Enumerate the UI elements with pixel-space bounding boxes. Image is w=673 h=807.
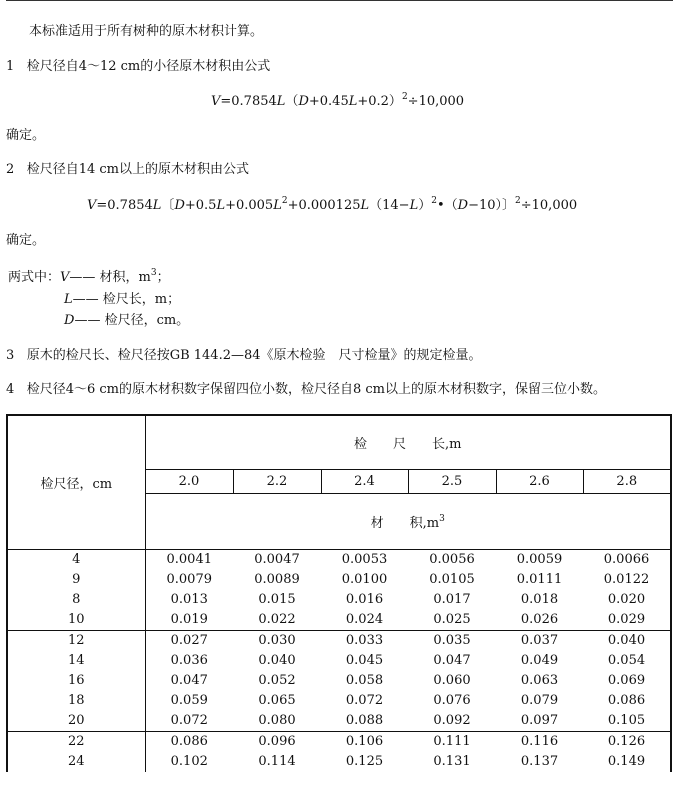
volume-cell: 0.037 — [496, 630, 583, 651]
diameter-cell: 12 — [7, 630, 145, 651]
diameter-cell: 14 — [7, 651, 145, 671]
volume-cell: 0.0056 — [429, 551, 475, 567]
clause-2 — [6, 162, 249, 178]
clause-2-text: 检尺径自14 cm以上的原木材积由公式 — [26, 162, 249, 177]
diameter-cell: 16 — [7, 671, 145, 691]
volume-cell: 0.015 — [258, 591, 296, 607]
volume-cell: 0.016 — [345, 591, 384, 607]
length-value: 2.6 — [496, 469, 583, 493]
volume-cell: 0.105 — [583, 711, 671, 732]
volume-cell: 0.017 — [433, 591, 471, 607]
volume-cell: 0.131 — [433, 753, 471, 769]
clause-1-text: 检尺径自4～12 cm的小径原木材积由公式 — [26, 59, 271, 74]
volume-cell: 0.030 — [233, 630, 321, 651]
volume-cell: 0.036 — [145, 651, 233, 671]
volume-cell: 0.024 — [345, 611, 384, 627]
length-value: 2.2 — [233, 469, 321, 493]
diameter-cell: 8 — [7, 590, 145, 610]
volume-cell: 0.060 — [433, 672, 471, 688]
volume-cell: 0.0041 — [145, 549, 233, 570]
definition-v: 两式中：V—— 材积，$m^3$； — [8, 268, 170, 285]
clause-1 — [6, 59, 270, 75]
diameter-cell: 10 — [7, 610, 145, 631]
volume-cell: 0.097 — [520, 712, 559, 728]
formula-large-diameter: V=0.7854L〔$D+0.5L+0.005L^2+0.000125L(14-L)^2•(D-10)$〕$^2$÷10,000 — [87, 196, 578, 213]
volume-cell: 0.0100 — [341, 571, 388, 587]
volume-cell: 0.052 — [258, 672, 296, 688]
volume-cell: 0.0079 — [145, 570, 233, 590]
length-value: 2.0 — [145, 469, 233, 493]
volume-cell: 0.069 — [583, 671, 671, 691]
volume-cell: 0.027 — [145, 630, 233, 651]
table-row — [7, 590, 671, 610]
volume-cell: 0.047 — [145, 671, 233, 691]
volume-cell: 0.040 — [258, 652, 296, 668]
definitions-lead: 两式中： — [8, 270, 61, 285]
length-value: 2.4 — [321, 469, 408, 493]
table-row — [7, 711, 671, 732]
volume-cell: 0.149 — [583, 752, 671, 772]
diameter-cell: 4 — [7, 549, 145, 570]
table-row — [7, 691, 671, 711]
volume-cell: 0.025 — [433, 611, 471, 627]
table-row — [7, 731, 671, 752]
volume-cell: 0.0122 — [583, 570, 671, 590]
volume-cell: 0.0059 — [516, 551, 563, 567]
volume-cell: 0.088 — [345, 712, 384, 728]
volume-cell: 0.035 — [408, 630, 496, 651]
clause-2-number: 2 — [6, 162, 15, 177]
length-header: 检 尺 长,m — [145, 415, 671, 469]
clause-3-text: 原木的检尺长、检尺径按GB 144.2—84《原木检验 尺寸检量》的规定检量。 — [26, 348, 482, 363]
diameter-header: 检尺径，cm — [7, 415, 145, 549]
clause-3 — [6, 348, 482, 364]
table-row — [7, 549, 671, 570]
volume-cell: 0.029 — [583, 610, 671, 631]
volume-cell: 0.0089 — [254, 571, 300, 587]
volume-cell: 0.058 — [345, 672, 384, 688]
diameter-cell: 18 — [7, 691, 145, 711]
volume-cell: 0.040 — [583, 630, 671, 651]
volume-cell: 0.054 — [583, 651, 671, 671]
clause-1-number: 1 — [6, 59, 15, 74]
volume-cell: 0.079 — [520, 692, 559, 708]
table-row — [7, 752, 671, 772]
volume-cell: 0.033 — [321, 630, 408, 651]
volume-cell: 0.116 — [496, 731, 583, 752]
diameter-cell: 20 — [7, 711, 145, 732]
volume-cell: 0.080 — [258, 712, 296, 728]
table-row — [7, 570, 671, 590]
determine-2: 确定。 — [6, 233, 46, 248]
volume-cell: 0.047 — [433, 652, 471, 668]
volume-cell: 0.022 — [258, 611, 296, 627]
volume-cell: 0.102 — [145, 752, 233, 772]
volume-cell: 0.063 — [520, 672, 559, 688]
volume-cell: 0.072 — [145, 711, 233, 732]
volume-cell: 0.086 — [145, 731, 233, 752]
volume-cell: 0.125 — [345, 753, 384, 769]
clause-4-text: 检尺径4～6 cm的原木材积数字保留四位小数，检尺径自8 cm以上的原木材积数字，保留三位小数。 — [26, 382, 606, 397]
intro-text: 本标准适用于所有树种的原木材积计算。 — [29, 24, 264, 39]
table-row — [7, 671, 671, 691]
volume-cell: 0.096 — [233, 731, 321, 752]
volume-cell: 0.019 — [145, 610, 233, 631]
length-value: 2.8 — [583, 469, 671, 493]
clause-3-number: 3 — [6, 348, 15, 363]
volume-cell: 0.072 — [345, 692, 384, 708]
volume-cell: 0.0047 — [254, 551, 300, 567]
determine-1: 确定。 — [6, 128, 46, 143]
volume-cell: 0.106 — [321, 731, 408, 752]
volume-cell: 0.126 — [583, 731, 671, 752]
clause-4-number: 4 — [6, 382, 15, 397]
diameter-cell: 24 — [7, 752, 145, 772]
table-row — [7, 630, 671, 651]
volume-cell: 0.026 — [520, 611, 559, 627]
definition-l: L—— 检尺长，m； — [64, 292, 181, 307]
volume-cell: 0.018 — [520, 591, 559, 607]
volume-cell: 0.076 — [433, 692, 471, 708]
volume-cell: 0.013 — [145, 590, 233, 610]
definition-d: D—— 检尺径，cm。 — [64, 313, 190, 328]
volume-cell: 0.049 — [520, 652, 559, 668]
volume-cell: 0.114 — [258, 753, 296, 769]
table-row — [7, 610, 671, 631]
top-rule — [6, 0, 673, 1]
volume-cell: 0.111 — [408, 731, 496, 752]
volume-cell: 0.137 — [520, 753, 559, 769]
length-value: 2.5 — [408, 469, 496, 493]
volume-cell: 0.086 — [583, 691, 671, 711]
diameter-cell: 9 — [7, 570, 145, 590]
diameter-cell: 22 — [7, 731, 145, 752]
volume-table — [6, 414, 672, 772]
volume-header: 材 积$,m^3$ — [145, 493, 671, 549]
volume-cell: 0.092 — [433, 712, 471, 728]
table-row — [7, 651, 671, 671]
clause-4 — [6, 382, 606, 398]
volume-cell: 0.0066 — [583, 549, 671, 570]
volume-cell: 0.0053 — [341, 551, 388, 567]
volume-cell: 0.045 — [345, 652, 384, 668]
volume-cell: 0.059 — [145, 691, 233, 711]
volume-cell: 0.0105 — [429, 571, 475, 587]
volume-cell: 0.0111 — [516, 571, 563, 587]
volume-cell: 0.020 — [583, 590, 671, 610]
formula-small-diameter: $V=0.7854L(D+0.45L+0.2)^2\div 10,000$ — [211, 92, 465, 109]
volume-cell: 0.065 — [258, 692, 296, 708]
